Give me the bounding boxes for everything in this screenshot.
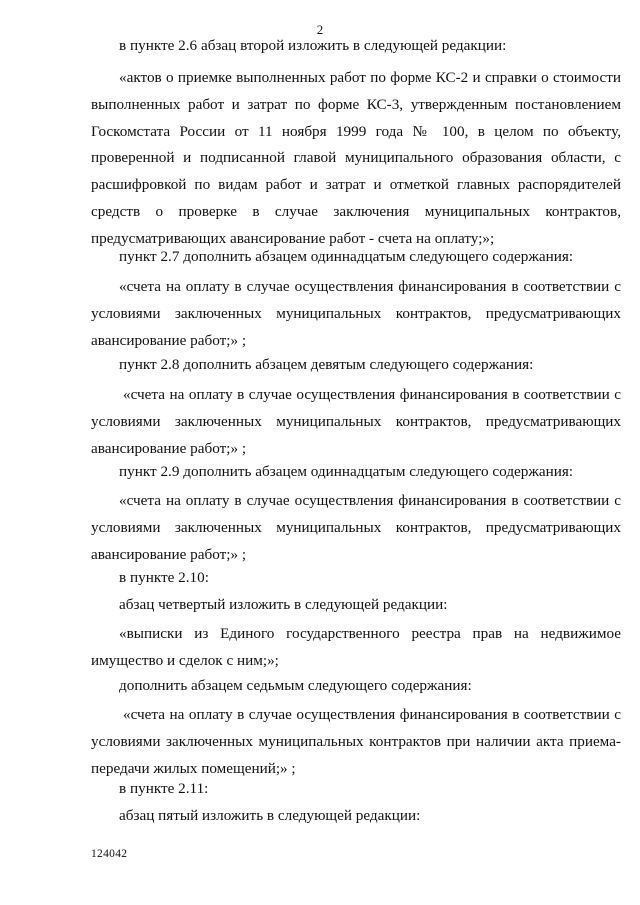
paragraph-8: «счета на оплату в случае осуществления финансирования в соответствии с условиями заключенных муниципальных контрактов, предусматривающих авансирование работ;» ; bbox=[91, 492, 621, 563]
paragraph-7: пункт 2.9 дополнить абзацем одиннадцатым следующего содержания: bbox=[119, 463, 574, 480]
paragraph-13: «счета на оплату в случае осуществления финансирования в соответствии с условиями заключенных муниципальных контрактов при наличии акта приема-передачи жилых помещений;» ; bbox=[91, 706, 621, 777]
paragraph-14: в пункте 2.11: bbox=[119, 780, 209, 797]
footer-code: 124042 bbox=[91, 848, 128, 860]
paragraph-15: абзац пятый изложить в следующей редакции: bbox=[119, 807, 421, 824]
paragraph-1: в пункте 2.6 абзац второй изложить в следующей редакции: bbox=[119, 37, 507, 54]
paragraph-10: абзац четвертый изложить в следующей редакции: bbox=[119, 596, 448, 613]
paragraph-12: дополнить абзацем седьмым следующего содержания: bbox=[119, 677, 472, 694]
paragraph-2: «актов о приемке выполненных работ по форме КС-2 и справки о стоимости выполненных работ и затрат по форме КС-3, утвержденным постановлением Госкомстата России от 11 ноября 1999 года № 100, в целом по объекту, проверенной и подписанной главой муниципального образования области, с расшифровкой по видам работ и затрат и отметкой главных распорядителей средств о проверке в случае заключения муниципальных контрактов, предусматривающих авансирование работ - счета на оплату;»; bbox=[91, 69, 621, 247]
paragraph-3: пункт 2.7 дополнить абзацем одиннадцатым следующего содержания: bbox=[119, 248, 574, 265]
paragraph-6: «счета на оплату в случае осуществления финансирования в соответствии с условиями заключенных муниципальных контрактов, предусматривающих авансирование работ;» ; bbox=[91, 386, 621, 457]
paragraph-9: в пункте 2.10: bbox=[119, 569, 209, 586]
paragraph-11: «выписки из Единого государственного реестра прав на недвижимое имущество и сделок с ним;»; bbox=[91, 625, 621, 669]
page-number: 2 bbox=[316, 22, 324, 37]
paragraph-4: «счета на оплату в случае осуществления финансирования в соответствии с условиями заключенных муниципальных контрактов, предусматривающих авансирование работ;» ; bbox=[91, 278, 621, 349]
paragraph-5: пункт 2.8 дополнить абзацем девятым следующего содержания: bbox=[119, 356, 534, 373]
